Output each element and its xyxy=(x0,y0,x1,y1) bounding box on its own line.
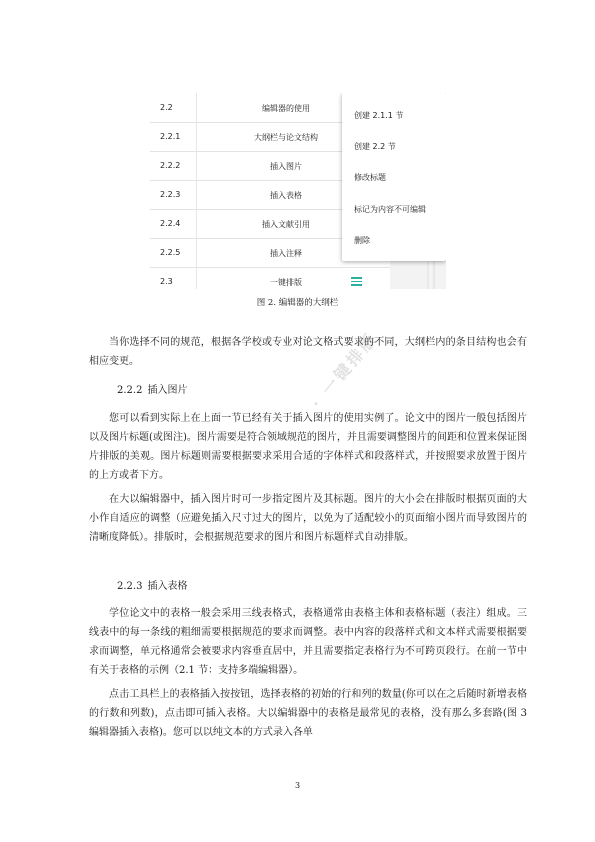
outline-item-title: 编辑器的使用 xyxy=(262,104,310,113)
context-menu xyxy=(342,93,446,261)
section-title: 插入图片 xyxy=(147,385,188,396)
section-number: 2.2.3 xyxy=(117,581,143,592)
menu-item-rename[interactable]: 修改标题 xyxy=(354,173,386,182)
section-heading xyxy=(117,381,187,396)
menu-item-create-section[interactable]: 创建 2.2 节 xyxy=(354,142,396,151)
outline-item-number: 2.2.3 xyxy=(160,190,181,199)
figure-caption: 图 2. 编辑器的大纲栏 xyxy=(256,298,339,308)
body-paragraph: 当你选择不同的规范，根据各学校或专业对论文格式要求的不同，大纲栏内的条目结构也会有相应变更。 xyxy=(89,337,527,367)
outline-item-title: 大纲栏与论文结构 xyxy=(254,133,318,142)
outline-item-title: 插入图片 xyxy=(270,162,302,171)
section-number: 2.2.2 xyxy=(117,385,143,396)
body-paragraph: 点击工具栏上的表格插入按按钮，选择表格的初始的行和列的数量(你可以在之后随时新增表格的行数和列数)，点击即可插入表格。大以编辑器中的表格是最常见的表格，没有那么多套路(图 3 编辑器插入表格)。您可以以纯文本的方式录入各单 xyxy=(89,689,527,738)
section-title: 插入表格 xyxy=(147,581,188,592)
outline-item-number: 2.3 xyxy=(160,277,173,286)
outline-figure xyxy=(150,93,446,289)
body-paragraph: 您可以看到实际上在上面一节已经有关于插入图片的使用实例了。论文中的图片一般包括图片以及图片标题(或图注)。图片需要是符合领域规范的图片，并且需要调整图片的间距和位置来保证图片排版的美观。图片标题则需要根据要求采用合适的字体样式和段落样式，并按照要求放置于图片的上方或者下方。 xyxy=(89,413,527,481)
body-paragraph: 在大以编辑器中，插入图片时可一步指定图片及其标题。图片的大小会在排版时根据页面的大小作自适应的调整（应避免插入尺寸过大的图片，以免为了适配较小的页面缩小图片而导致图片的清晰度降低）。排版时，会根据规范要求的图片和图片标题样式自动排版。 xyxy=(89,494,527,543)
outline-item-title: 插入表格 xyxy=(270,191,302,200)
page-number: 3 xyxy=(294,781,301,790)
body-paragraph: 学位论文中的表格一般会采用三线表格式，表格通常由表格主体和表格标题（表注）组成。三线表中的每一条线的粗细需要根据规范的要求而调整。表中内容的段落样式和文本样式需要根据要求而调整，单元格通常会被要求内容垂直居中，并且需要指定表格行为不可跨页段行。在前一节中有关于表格的示例（2.1 节：支持多端编辑器）。 xyxy=(89,608,527,676)
outline-item-number: 2.2.4 xyxy=(160,219,181,228)
outline-item-title: 一键排版 xyxy=(270,278,302,287)
outline-item-number: 2.2 xyxy=(160,103,173,112)
outline-item-number: 2.2.1 xyxy=(160,132,181,141)
outline-item[interactable] xyxy=(150,267,390,289)
section-heading xyxy=(117,577,187,592)
menu-item-lock[interactable]: 标记为内容不可编辑 xyxy=(354,205,426,214)
outline-item-number: 2.2.2 xyxy=(160,161,181,170)
menu-item-delete[interactable]: 删除 xyxy=(354,236,370,245)
outline-item-title: 插入文献引用 xyxy=(262,220,310,229)
menu-item-create-subsection[interactable]: 创建 2.1.1 节 xyxy=(354,111,404,120)
outline-item-number: 2.2.5 xyxy=(160,248,181,257)
watermark: · 一键排版 xyxy=(307,328,382,412)
list-icon[interactable] xyxy=(351,277,362,286)
outline-item-title: 插入注释 xyxy=(270,249,302,258)
